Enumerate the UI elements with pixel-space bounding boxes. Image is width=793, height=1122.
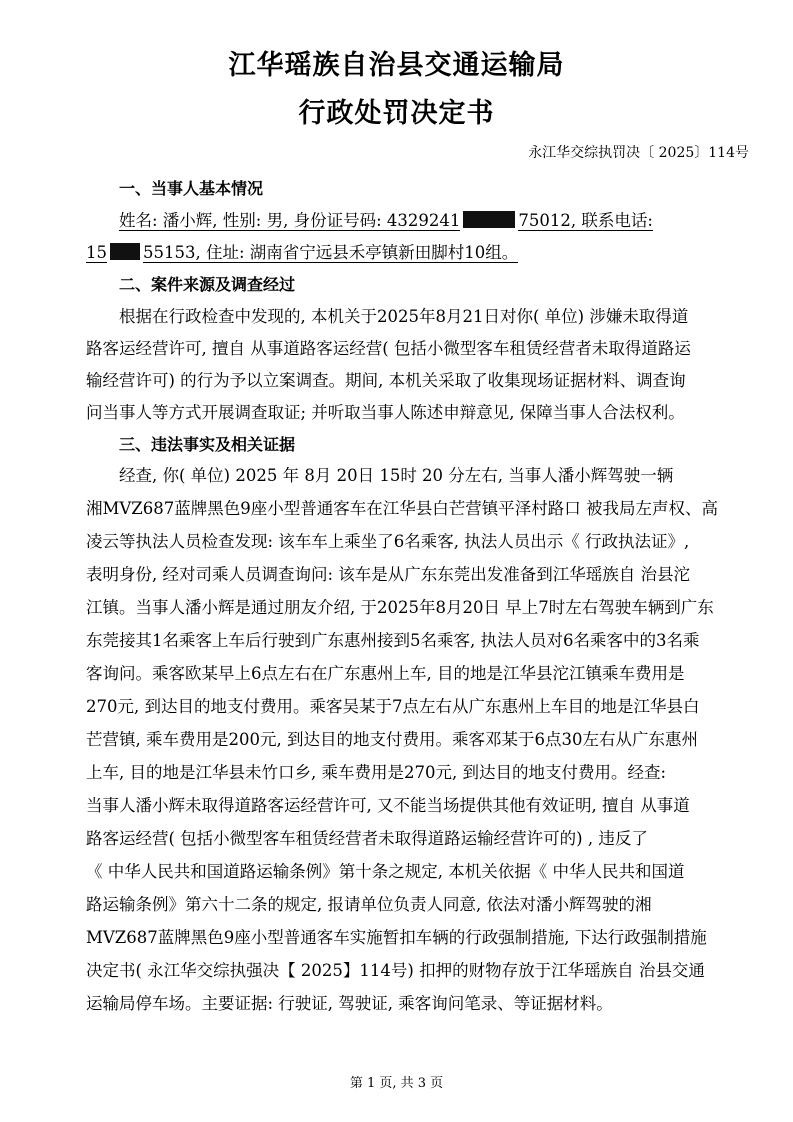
- redaction-block: [463, 211, 515, 228]
- paragraph-line: 客询问。乘客欧某早上6点左右在广东惠州上车, 目的地是江华县沱江镇乘车费用是: [86, 664, 685, 683]
- agency-title: 江华瑶族自治县交通运输局: [228, 50, 565, 81]
- paragraph-line: 当事人潘小辉未取得道路客运经营许可, 又不能当场提供其他有效证明, 擅自 从事道: [86, 796, 690, 815]
- paragraph-line: 270元, 到达目的地支付费用。乘客吴某于7点左右从广东惠州上车目的地是江华县白: [86, 697, 700, 716]
- paragraph-line: 表明身份, 经对司乘人员调查询问: 该车是从广东东莞出发准备到江华瑶族自 治县沱: [86, 565, 691, 584]
- party-info-line2: [86, 240, 518, 266]
- document-number: 永江华交综执罚决〔 2025〕114号: [528, 145, 749, 161]
- paragraph-line: 芒营镇, 乘车费用是200元, 到达目的地支付费用。乘客邓某于6点30左右从广东惠州: [86, 730, 698, 749]
- paragraph-line: 上车, 目的地是江华县未竹口乡, 乘车费用是270元, 到达目的地支付费用。经查:: [86, 763, 667, 782]
- document-title: 行政处罚决定书: [298, 98, 495, 129]
- paragraph-line: 《 中华人民共和国道路运输条例》第十条之规定, 本机关依据《 中华人民共和国道: [86, 862, 685, 881]
- paragraph-line: 东莞接其1名乘客上车后行驶到广东惠州接到5名乘客, 执法人员对6名乘客中的3名乘: [86, 631, 700, 650]
- paragraph-line: 经查, 你( 单位) 2025 年 8月 20日 15时 20 分左右, 当事人潘小辉驾驶一辆: [119, 466, 674, 485]
- page-number: 第 1 页, 共 3 页: [349, 1076, 444, 1091]
- section3-heading: 三、违法事实及相关证据: [119, 435, 296, 454]
- paragraph-line: 问当事人等方式开展调查取证; 并听取当事人陈述申辩意见, 保障当事人合法权利。: [86, 403, 685, 422]
- party-info-text-d: 55153, 住址: 湖南省宁远县禾亭镇新田脚村10组。: [143, 243, 519, 262]
- paragraph-line: 根据在行政检查中发现的, 本机关于2025年8月21日对你( 单位) 涉嫌未取得道: [119, 307, 689, 326]
- party-info-text-a: 姓名: 潘小辉, 性别: 男, 身份证号码: 4329241: [119, 211, 461, 230]
- paragraph-line: 输经营许可) 的行为予以立案调查。期间, 本机关采取了收集现场证据材料、调查询: [86, 371, 686, 390]
- paragraph-line: 运输局停车场。主要证据: 行驶证, 驾驶证, 乘客询问笔录、等证据材料。: [86, 994, 613, 1013]
- paragraph-line: 路运输条例》第六十二条的规定, 报请单位负责人同意, 依法对潘小辉驾驶的湘: [86, 895, 652, 914]
- paragraph-line: 决定书( 永江华交综执强决【 2025】114号) 扣押的财物存放于江华瑶族自 治县交通: [86, 961, 705, 980]
- section2-heading: 二、案件来源及调查经过: [119, 275, 296, 294]
- party-info-text-c: 15: [86, 243, 107, 262]
- redaction-block: [110, 243, 140, 260]
- paragraph-line: 路客运经营( 包括小微型客车租赁经营者未取得道路运输经营许可的) , 违反了: [86, 829, 648, 848]
- paragraph-line: 凌云等执法人员检查发现: 该车车上乘坐了6名乘客, 执法人员出示《 行政执法证》,: [86, 532, 690, 551]
- section1-heading: 一、当事人基本情况: [119, 179, 264, 198]
- paragraph-line: MVZ687蓝牌黑色9座小型普通客车实施暂扣车辆的行政强制措施, 下达行政强制措施: [86, 928, 707, 947]
- party-info-line1: [119, 208, 653, 234]
- paragraph-line: 湘MVZ687蓝牌黑色9座小型普通客车在江华县白芒营镇平泽村路口 被我局左声权、高: [86, 499, 719, 518]
- party-info-text-b: 75012, 联系电话:: [518, 211, 653, 230]
- paragraph-line: 路客运经营许可, 擅自 从事道路客运经营( 包括小微型客车租赁经营者未取得道路运: [86, 339, 691, 358]
- paragraph-line: 江镇。当事人潘小辉是通过朋友介绍, 于2025年8月20日 早上7时左右驾驶车辆到广东: [86, 598, 714, 617]
